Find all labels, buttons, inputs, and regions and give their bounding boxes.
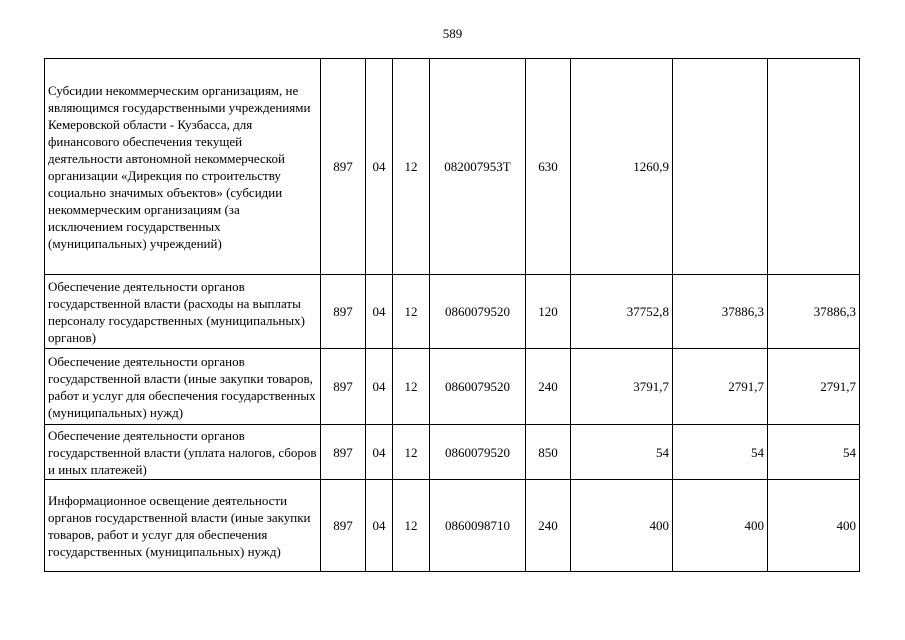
- target-article-code: 0860079520: [430, 275, 526, 349]
- sum-year-2: 37886,3: [673, 275, 768, 349]
- sum-year-3: 54: [768, 425, 860, 480]
- expense-type-code: 120: [526, 275, 571, 349]
- sum-year-1: 3791,7: [571, 349, 673, 425]
- subsection-code: 12: [393, 59, 430, 275]
- target-article-code: 0860079520: [430, 349, 526, 425]
- row-description: Обеспечение деятельности органов государственной власти (расходы на выплаты персоналу государственных (муниципальных) органов): [45, 275, 321, 349]
- table-row: [45, 59, 860, 275]
- expense-type-code: 240: [526, 349, 571, 425]
- ministry-code: 897: [321, 425, 366, 480]
- sum-year-1: 400: [571, 480, 673, 572]
- target-article-code: 082007953Т: [430, 59, 526, 275]
- sum-year-1: 37752,8: [571, 275, 673, 349]
- row-description: Обеспечение деятельности органов государственной власти (уплата налогов, сборов и иных платежей): [45, 425, 321, 480]
- sum-year-3: 37886,3: [768, 275, 860, 349]
- row-description: Субсидии некоммерческим организациям, не являющимся государственными учреждениями Кемеровской области - Кузбасса, для финансового обеспечения текущей деятельности автономной некоммерческой организации «Дирекция по строительству социально значимых объектов» (субсидии некоммерческим организациям (за исключением государственных (муниципальных) учреждений): [45, 59, 321, 275]
- table-row: [45, 480, 860, 572]
- section-code: 04: [366, 275, 393, 349]
- page-number: 589: [442, 26, 463, 41]
- sum-year-1: 54: [571, 425, 673, 480]
- subsection-code: 12: [393, 275, 430, 349]
- target-article-code: 0860079520: [430, 425, 526, 480]
- target-article-code: 0860098710: [430, 480, 526, 572]
- sum-year-1: 1260,9: [571, 59, 673, 275]
- expense-type-code: 240: [526, 480, 571, 572]
- sum-year-3: 400: [768, 480, 860, 572]
- sum-year-2: [673, 59, 768, 275]
- ministry-code: 897: [321, 275, 366, 349]
- section-code: 04: [366, 480, 393, 572]
- subsection-code: 12: [393, 425, 430, 480]
- row-description: Информационное освещение деятельности органов государственной власти (иные закупки товаров, работ и услуг для обеспечения государственных (муниципальных) нужд): [45, 480, 321, 572]
- budget-table: [44, 58, 860, 572]
- expense-type-code: 850: [526, 425, 571, 480]
- sum-year-2: 400: [673, 480, 768, 572]
- sum-year-3: [768, 59, 860, 275]
- subsection-code: 12: [393, 480, 430, 572]
- section-code: 04: [366, 59, 393, 275]
- sum-year-2: 2791,7: [673, 349, 768, 425]
- table-row: [45, 275, 860, 349]
- table-row: [45, 425, 860, 480]
- ministry-code: 897: [321, 480, 366, 572]
- sum-year-3: 2791,7: [768, 349, 860, 425]
- ministry-code: 897: [321, 59, 366, 275]
- sum-year-2: 54: [673, 425, 768, 480]
- section-code: 04: [366, 425, 393, 480]
- table-row: [45, 349, 860, 425]
- expense-type-code: 630: [526, 59, 571, 275]
- subsection-code: 12: [393, 349, 430, 425]
- row-description: Обеспечение деятельности органов государственной власти (иные закупки товаров, работ и услуг для обеспечения государственных (муниципальных) нужд): [45, 349, 321, 425]
- ministry-code: 897: [321, 349, 366, 425]
- section-code: 04: [366, 349, 393, 425]
